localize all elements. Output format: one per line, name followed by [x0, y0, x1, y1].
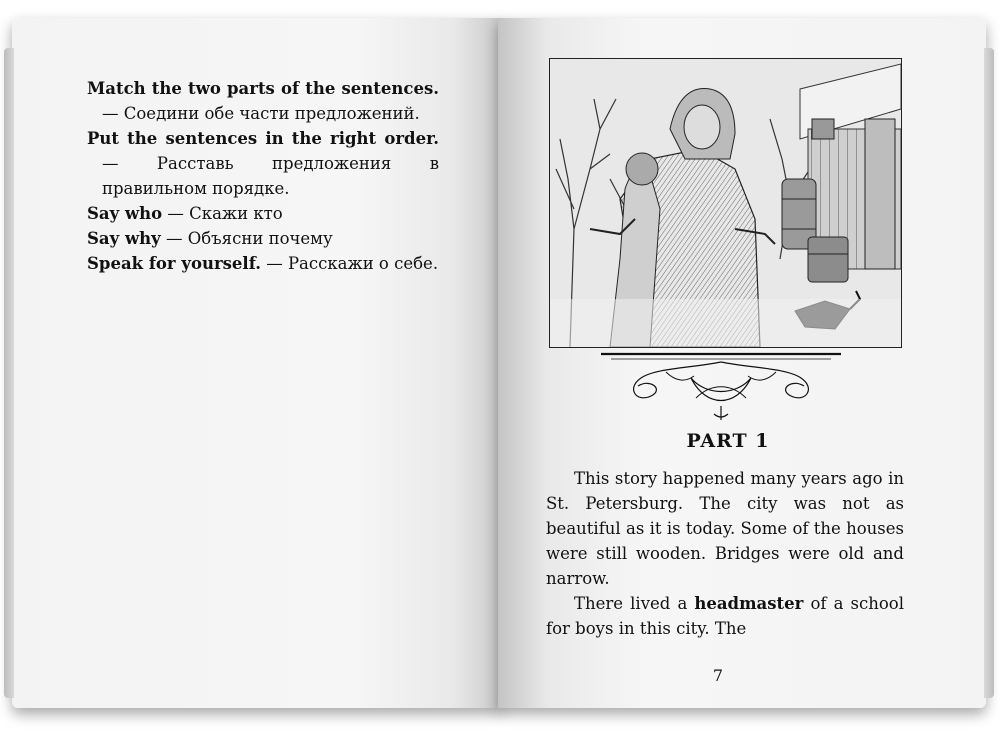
glossary-item: Match the two parts of the sentences. — Соедини обе части предложений. [87, 79, 439, 123]
glossary-item: Speak for yourself. — Расскажи о себе. [87, 254, 439, 273]
glossary-item: Say why — Объясни почему [87, 229, 333, 248]
story-paragraph: This story happened many years ago in St. Petersburg. The city was not as beautiful as it is today. Some of the houses were still wooden. Bridges were old and narrow. [546, 469, 904, 588]
right-page [498, 18, 986, 708]
instructions-glossary [87, 76, 439, 276]
story-illustration [549, 58, 902, 348]
illustration-drawing [550, 59, 901, 347]
glossary-item: Put the sentences in the right order. — Расставь предложения в правильном порядке. [87, 129, 439, 198]
page-number: 7 [712, 666, 724, 685]
decorative-flourish [596, 348, 846, 424]
page-edges-right [984, 48, 994, 698]
part-heading: PART 1 [686, 430, 770, 452]
glossary-item: Say who — Скажи кто [87, 204, 283, 223]
page-edges-left [4, 48, 14, 698]
story-text [546, 466, 904, 641]
vocab-highlight: headmaster [694, 594, 804, 613]
story-paragraph: There lived a headmaster of a school for boys in this city. The [546, 594, 904, 638]
left-page [12, 18, 502, 708]
